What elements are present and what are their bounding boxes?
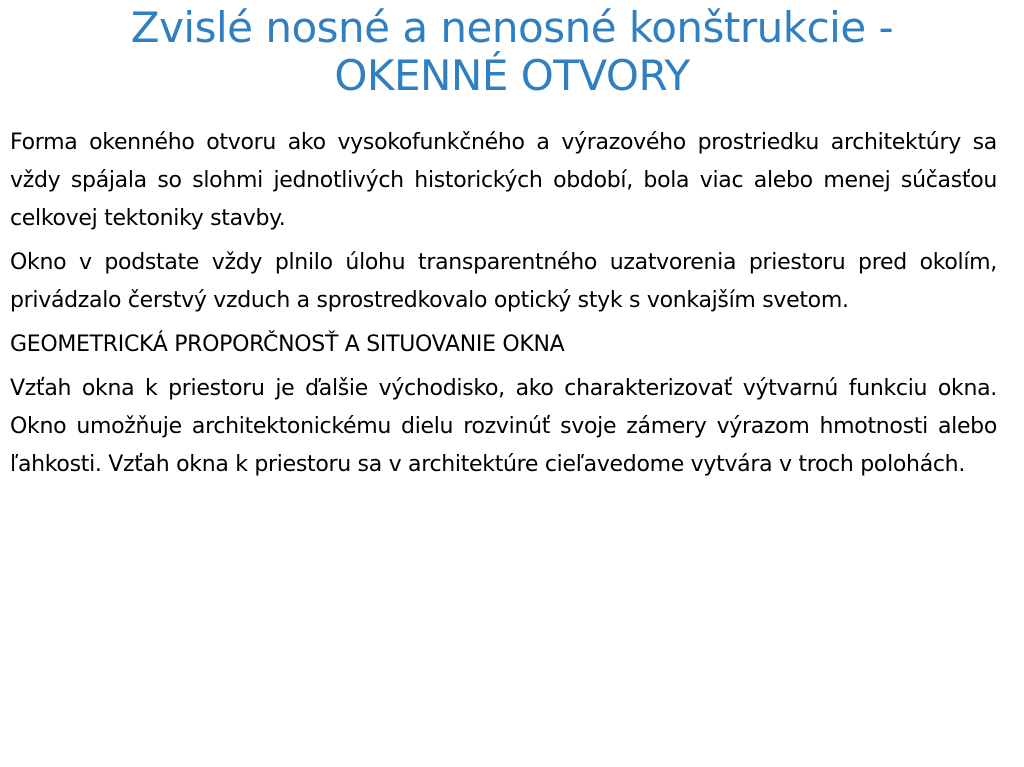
slide-body [10,124,997,490]
paragraph-relation: Vzťah okna k priestoru je ďalšie východisko, ako charakterizovať výtvarnú funkciu okna. Okno umožňuje architektonickému dielu rozvinúť svoje zámery výrazom hmotnosti alebo ľahkosti. Vzťah okna k priestoru sa v architektúre cieľavedome vytvára v troch polohách. [10,376,997,477]
section-heading: GEOMETRICKÁ PROPORČNOSŤ A SITUOVANIE OKNA [10,332,565,357]
title-line-2: OKENNÉ OTVORY [334,51,690,100]
paragraph-form: Forma okenného otvoru ako vysokofunkčného a výrazového prostriedku architektúry sa vždy spájala so slohmi jednotlivých historických období, bola viac alebo menej súčasťou celkovej tektoniky stavby. [10,130,997,231]
slide-title [0,4,1024,100]
title-line-1: Zvislé nosné a nenosné konštrukcie - [130,3,894,52]
paragraph-function: Okno v podstate vždy plnilo úlohu transparentného uzatvorenia priestoru pred okolím, privádzalo čerstvý vzduch a sprostredkovalo optický styk s vonkajším svetom. [10,250,997,313]
